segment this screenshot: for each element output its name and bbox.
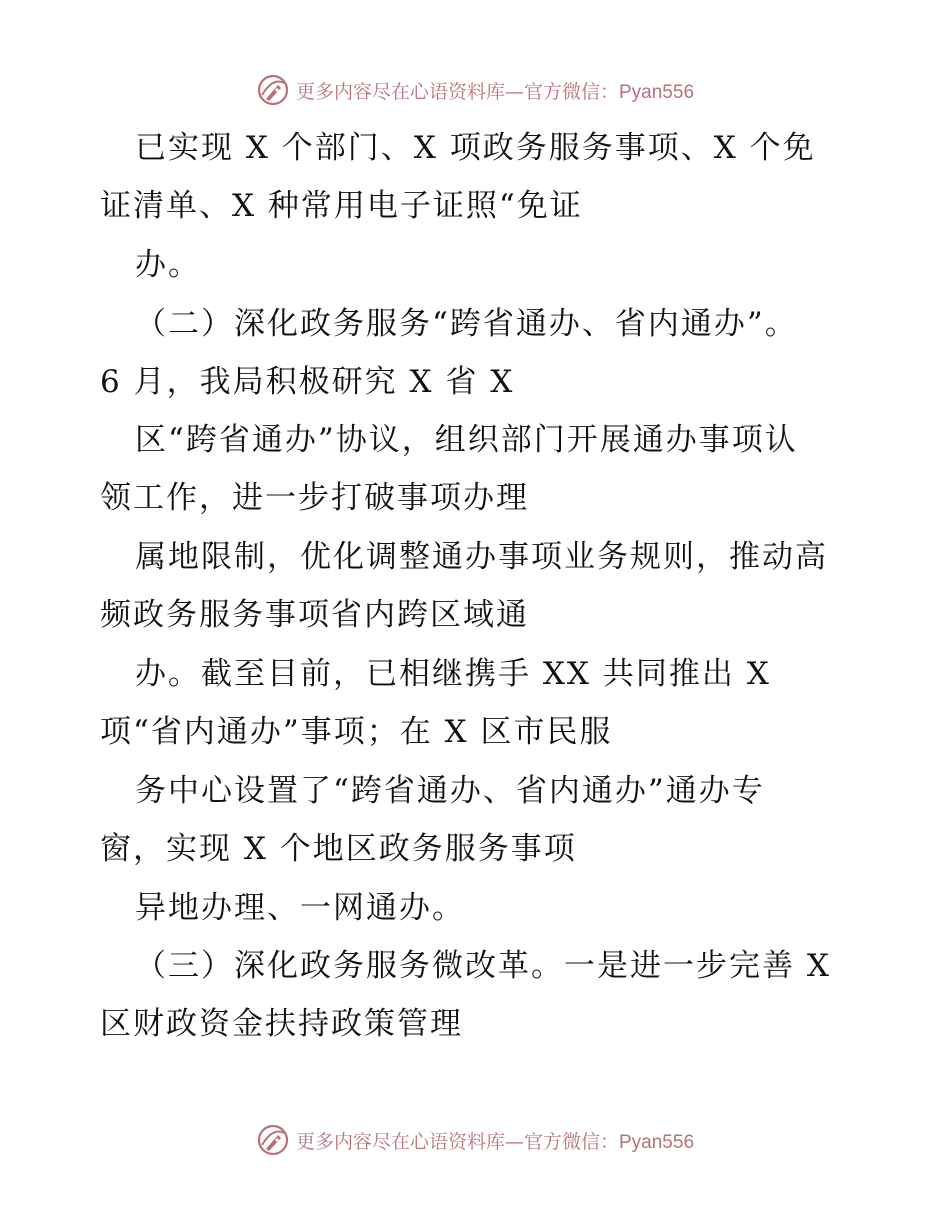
- text-line: 窗，实现 X 个地区政务服务事项: [100, 831, 577, 867]
- text-line: 已实现 X 个部门、X 项政务服务事项、X 个免: [135, 130, 816, 166]
- text-line: 区财政资金扶持政策管理: [100, 1006, 463, 1042]
- header-watermark: [0, 70, 950, 110]
- text-line: 办。: [135, 247, 201, 283]
- watermark-wechat-id: Pyan556: [619, 1131, 695, 1153]
- text-line: 务中心设置了“跨省通办、省内通办”通办专: [135, 773, 765, 809]
- watermark-wechat-id: Pyan556: [619, 81, 695, 103]
- text-line: 频政务服务事项省内跨区域通: [100, 597, 529, 633]
- pen-nib-logo-icon: [256, 73, 290, 107]
- text-line: 项“省内通办”事项；在 X 区市民服: [100, 714, 613, 750]
- text-line: 证清单、X 种常用电子证照“免证: [100, 188, 583, 224]
- text-line: 属地限制，优化调整通办事项业务规则，推动高: [135, 539, 828, 575]
- pen-nib-logo-icon: [256, 1123, 290, 1157]
- text-line: 领工作，进一步打破事项办理: [100, 480, 529, 516]
- section-heading-line: （二）深化政务服务“跨省通办、省内通办”。: [135, 306, 798, 342]
- text-line: 异地办理、一网通办。: [135, 890, 465, 926]
- watermark-text: 更多内容尽在心语资料库—官方微信：Pyan556: [295, 80, 695, 103]
- text-line: 6 月，我局积极研究 X 省 X: [100, 364, 515, 400]
- section-heading-line: （三）深化政务服务微改革。一是进一步完善 X: [135, 948, 831, 984]
- text-line: 区“跨省通办”协议，组织部门开展通办事项认: [135, 422, 798, 458]
- footer-watermark: [0, 1120, 950, 1160]
- watermark-text: 更多内容尽在心语资料库—官方微信：Pyan556: [295, 1130, 695, 1153]
- text-line: 办。截至目前，已相继携手 XX 共同推出 X: [135, 656, 771, 692]
